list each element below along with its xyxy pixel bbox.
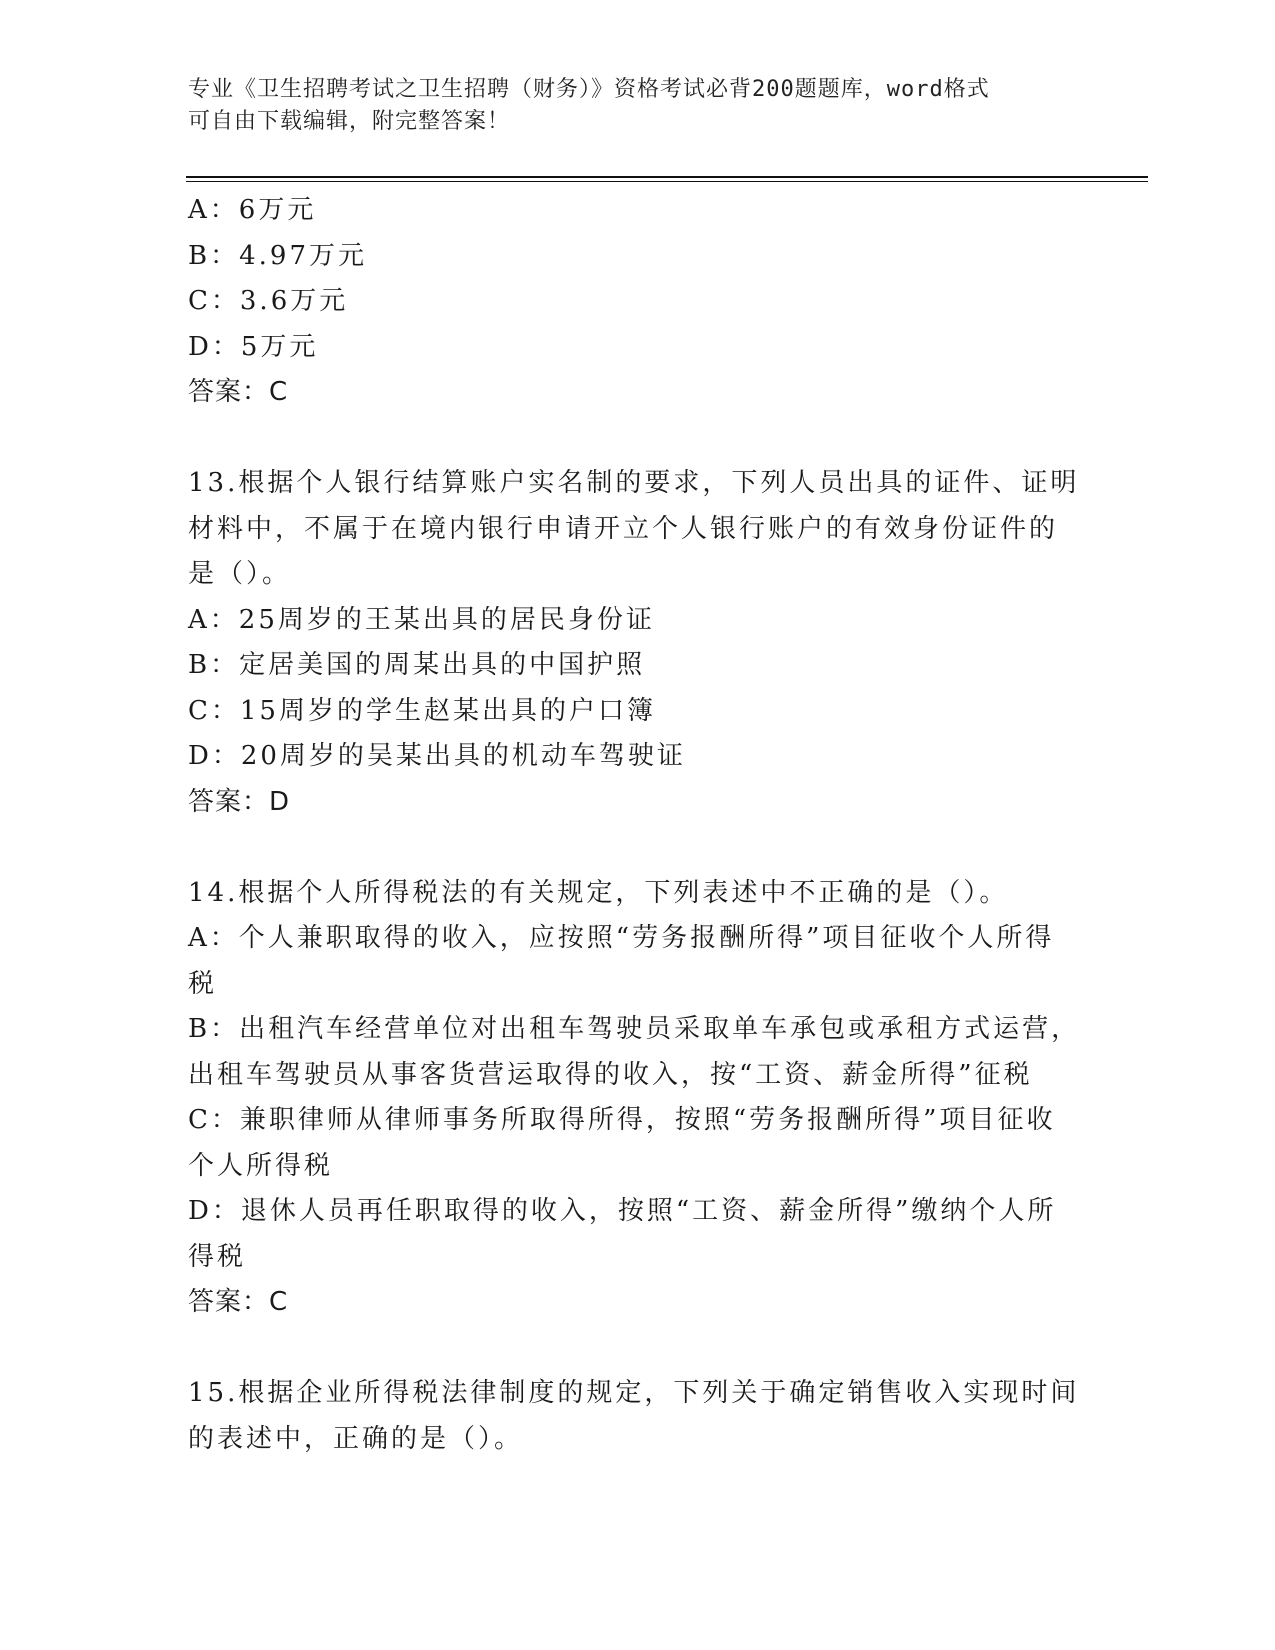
q14-option-line-5: C：兼职律师从律师事务所取得所得，按照“劳务报酬所得”项目征收 <box>188 1105 1056 1135</box>
q14-option-line-6: 个人所得税 <box>188 1150 334 1181</box>
document-header <box>188 74 1068 138</box>
q14-option-line-4: 出租车驾驶员从事客货营运取得的收入，按“工资、薪金所得”征税 <box>188 1059 1033 1090</box>
spacer <box>188 1326 1088 1372</box>
q14-option-line-3: B：出租汽车经营单位对出租车驾驶员采取单车承包或承租方式运营， <box>188 1014 1081 1044</box>
q15-stem-line-1: 15.根据企业所得税法律制度的规定，下列关于确定销售收入实现时间 <box>188 1378 1080 1408</box>
q12-answer: 答案：C <box>188 377 289 407</box>
q13-stem-line-1: 13.根据个人银行结算账户实名制的要求，下列人员出具的证件、证明 <box>188 468 1080 498</box>
header-title-line-2: 可自由下载编辑，附完整答案！ <box>188 109 511 134</box>
q13-option-a: A：25周岁的王某出具的居民身份证 <box>188 604 655 635</box>
q14-answer: 答案：C <box>188 1287 289 1317</box>
spacer <box>188 825 1088 871</box>
question-13 <box>188 461 1088 825</box>
q14-stem-line-1: 14.根据个人所得税法的有关规定，下列表述中不正确的是（）。 <box>188 877 1009 908</box>
q13-stem-line-3: 是（）。 <box>188 559 292 589</box>
question-12 <box>188 188 1088 416</box>
q14-option-line-8: 得税 <box>188 1241 247 1272</box>
question-content <box>188 188 1088 1462</box>
q13-answer: 答案：D <box>188 786 291 817</box>
header-divider-thin <box>186 181 1148 182</box>
q12-option-b: B：4.97万元 <box>188 240 367 271</box>
header-title-line-1: 专业《卫生招聘考试之卫生招聘（财务）》资格考试必背200题题库，word格式 <box>188 77 990 102</box>
q14-option-line-1: A：个人兼职取得的收入，应按照“劳务报酬所得”项目征收个人所得 <box>188 923 1055 953</box>
q12-option-c: C：3.6万元 <box>188 286 349 316</box>
q13-stem-line-2: 材料中，不属于在境内银行申请开立个人银行账户的有效身份证件的 <box>188 513 1059 544</box>
q13-option-c: C：15周岁的学生赵某出具的户口簿 <box>188 695 656 726</box>
header-divider-thick <box>186 176 1148 178</box>
q14-option-line-2: 税 <box>188 968 218 999</box>
q15-stem-line-2: 的表述中，正确的是（）。 <box>188 1423 524 1454</box>
q14-option-line-7: D：退休人员再任职取得的收入，按照“工资、薪金所得”缴纳个人所 <box>188 1196 1057 1226</box>
q13-option-d: D：20周岁的吴某出具的机动车驾驶证 <box>188 741 686 771</box>
question-14 <box>188 871 1088 1326</box>
q13-option-b: B：定居美国的周某出具的中国护照 <box>188 650 646 680</box>
q12-option-a: A：6万元 <box>188 195 317 225</box>
spacer <box>188 416 1088 462</box>
q12-option-d: D：5万元 <box>188 331 319 362</box>
question-15 <box>188 1371 1088 1462</box>
